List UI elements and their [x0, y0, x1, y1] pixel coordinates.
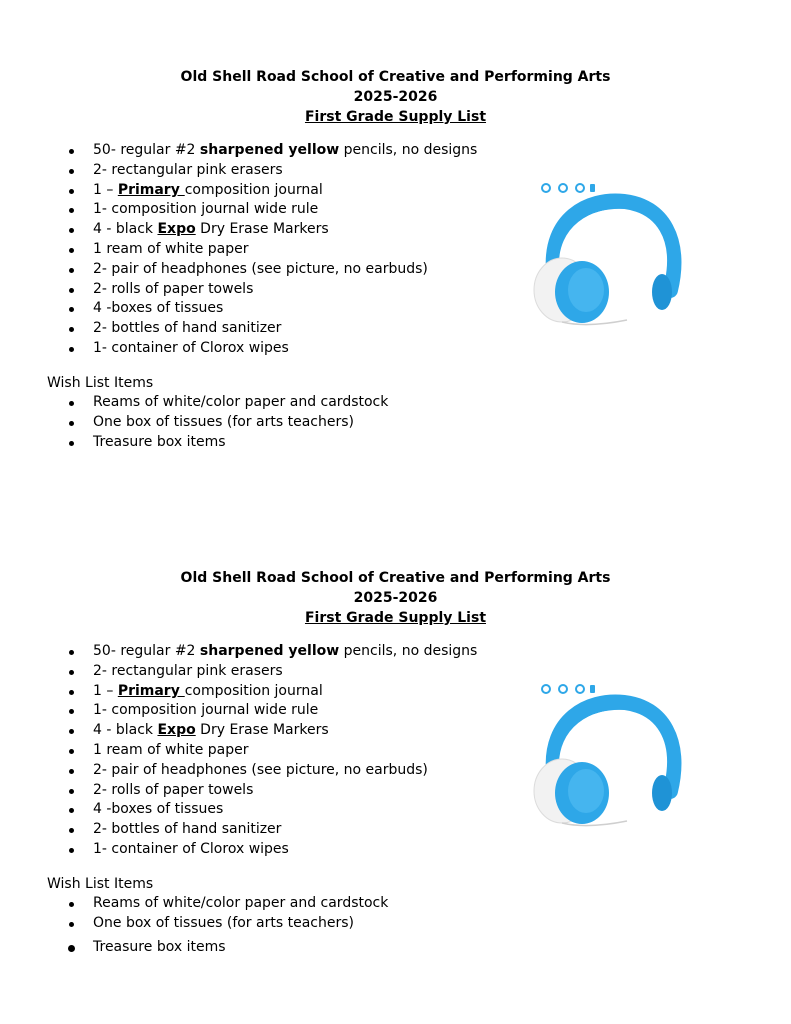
wish-list: [66, 894, 388, 957]
supply-list: [66, 141, 477, 359]
list-item: 1- container of Clorox wipes: [66, 840, 477, 860]
list-title: First Grade Supply List: [304, 610, 487, 626]
list-item: 2- rectangular pink erasers: [66, 161, 477, 181]
list-item: 1 – Primary composition journal: [66, 682, 477, 702]
list-item: 2- pair of headphones (see picture, no earbuds): [66, 761, 477, 781]
list-item: Treasure box items: [66, 433, 388, 453]
list-item: 4 - black Expo Dry Erase Markers: [66, 721, 477, 741]
list-item: 4 - black Expo Dry Erase Markers: [66, 220, 477, 240]
supply-list: [66, 642, 477, 860]
list-item: One box of tissues (for arts teachers): [66, 413, 388, 433]
list-item: 4 -boxes of tissues: [66, 299, 477, 319]
wish-list-heading: Wish List Items: [47, 375, 154, 391]
list-item: 2- rolls of paper towels: [66, 781, 477, 801]
wish-list-heading: Wish List Items: [47, 876, 154, 892]
wish-list: [66, 393, 388, 452]
headphones-icon: [532, 180, 682, 330]
school-year: 2025-2026: [353, 89, 438, 105]
list-item: 2- rolls of paper towels: [66, 280, 477, 300]
school-name: Old Shell Road School of Creative and Performing Arts: [180, 570, 611, 586]
list-item: 2- bottles of hand sanitizer: [66, 319, 477, 339]
headphones-icon: [532, 681, 682, 831]
list-item: 1- composition journal wide rule: [66, 200, 477, 220]
list-item: One box of tissues (for arts teachers): [66, 914, 388, 934]
list-item: 4 -boxes of tissues: [66, 800, 477, 820]
list-item: 1- container of Clorox wipes: [66, 339, 477, 359]
list-item: 1 – Primary composition journal: [66, 181, 477, 201]
list-title: First Grade Supply List: [304, 109, 487, 125]
list-item: 1- composition journal wide rule: [66, 701, 477, 721]
list-item: Reams of white/color paper and cardstock: [66, 894, 388, 914]
school-name: Old Shell Road School of Creative and Performing Arts: [180, 69, 611, 85]
list-item: Treasure box items: [66, 938, 388, 958]
list-item: 50- regular #2 sharpened yellow pencils, no designs: [66, 141, 477, 161]
list-item: 2- bottles of hand sanitizer: [66, 820, 477, 840]
list-item: 2- rectangular pink erasers: [66, 662, 477, 682]
school-year: 2025-2026: [353, 590, 438, 606]
list-item: 1 ream of white paper: [66, 240, 477, 260]
list-item: Reams of white/color paper and cardstock: [66, 393, 388, 413]
list-item: 1 ream of white paper: [66, 741, 477, 761]
list-item: 50- regular #2 sharpened yellow pencils, no designs: [66, 642, 477, 662]
list-item: 2- pair of headphones (see picture, no earbuds): [66, 260, 477, 280]
